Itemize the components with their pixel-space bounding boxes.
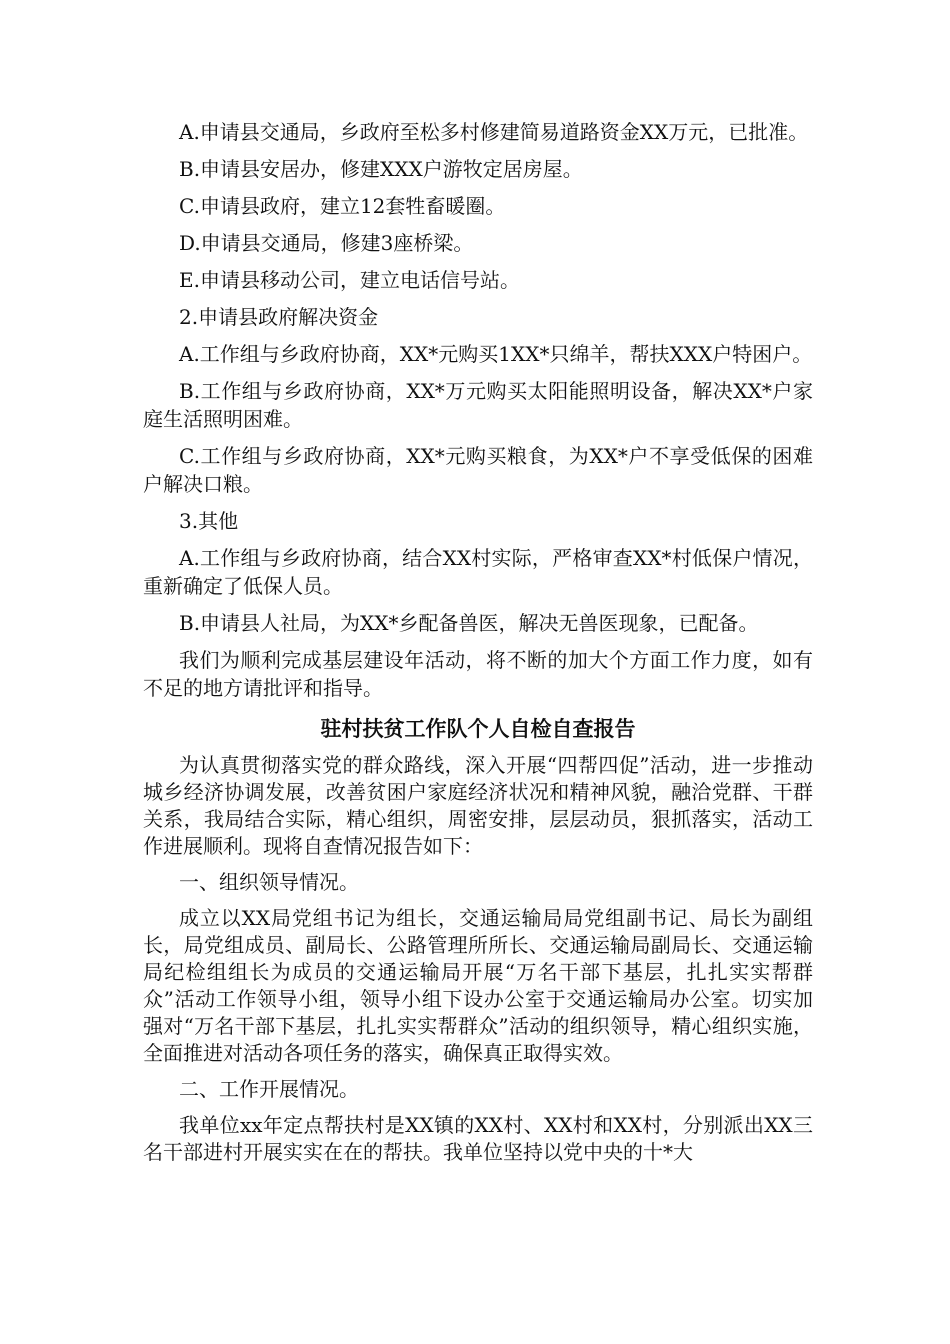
paragraph: E.申请县移动公司，建立电话信号站。 xyxy=(179,268,520,292)
paragraph: B.工作组与乡政府协商，XX*万元购买太阳能照明设备，解决XX*户家庭生活照明困难。 xyxy=(143,379,813,431)
paragraph: 3.其他 xyxy=(179,509,239,533)
paragraph: C.申请县政府，建立12套牲畜暖圈。 xyxy=(179,194,506,218)
paragraph: 为认真贯彻落实党的群众路线，深入开展“四帮四促”活动，进一步推动城乡经济协调发展，改善贫困户家庭经济状况和精神风貌，融洽党群、干群关系，我局结合实际，精心组织，周密安排，层层动员，狠抓落实，活动工作进展顺利。现将自查情况报告如下： xyxy=(143,753,813,858)
paragraph: C.工作组与乡政府协商，XX*元购买粮食，为XX*户不享受低保的困难户解决口粮。 xyxy=(143,444,813,496)
paragraph: 成立以XX局党组书记为组长，交通运输局局党组副书记、局长为副组长，局党组成员、副局长、公路管理所所长、交通运输局副局长、交通运输局纪检组组长为成员的交通运输局开展“万名干部下基层，扎扎实实帮群众”活动工作领导小组，领导小组下设办公室于交通运输局办公室。切实加强对“万名干部下基层，扎扎实实帮群众”活动的组织领导，精心组织实施，全面推进对活动各项任务的落实，确保真正取得实效。 xyxy=(143,906,813,1065)
measures-section xyxy=(143,118,813,702)
paragraph: B.申请县安居办，修建XXX户游牧定居房屋。 xyxy=(179,157,583,181)
report-body xyxy=(143,752,813,1166)
paragraph: 2.申请县政府解决资金 xyxy=(179,305,379,329)
paragraph: A.申请县交通局，乡政府至松多村修建简易道路资金XX万元，已批准。 xyxy=(179,120,809,144)
paragraph: A.工作组与乡政府协商，XX*元购买1XX*只绵羊，帮扶XXX户特困户。 xyxy=(179,342,813,366)
paragraph: 我单位xx年定点帮扶村是XX镇的XX村、XX村和XX村，分别派出XX三名干部进村开展实实在在的帮扶。我单位坚持以党中央的十*大 xyxy=(143,1113,813,1164)
section-heading: 二、工作开展情况。 xyxy=(179,1077,359,1101)
document-page xyxy=(143,118,813,1166)
paragraph: B.申请县人社局，为XX*乡配备兽医，解决无兽医现象，已配备。 xyxy=(179,611,759,635)
paragraph: D.申请县交通局，修建3座桥梁。 xyxy=(179,231,474,255)
report-title: 驻村扶贫工作队个人自检自查报告 xyxy=(320,717,636,741)
section-heading: 一、组织领导情况。 xyxy=(179,870,359,894)
paragraph: 我们为顺利完成基层建设年活动，将不断的加大个方面工作力度，如有不足的地方请批评和指导。 xyxy=(143,648,813,700)
paragraph: A.工作组与乡政府协商，结合XX村实际，严格审查XX*村低保户情况，重新确定了低保人员。 xyxy=(143,546,813,598)
